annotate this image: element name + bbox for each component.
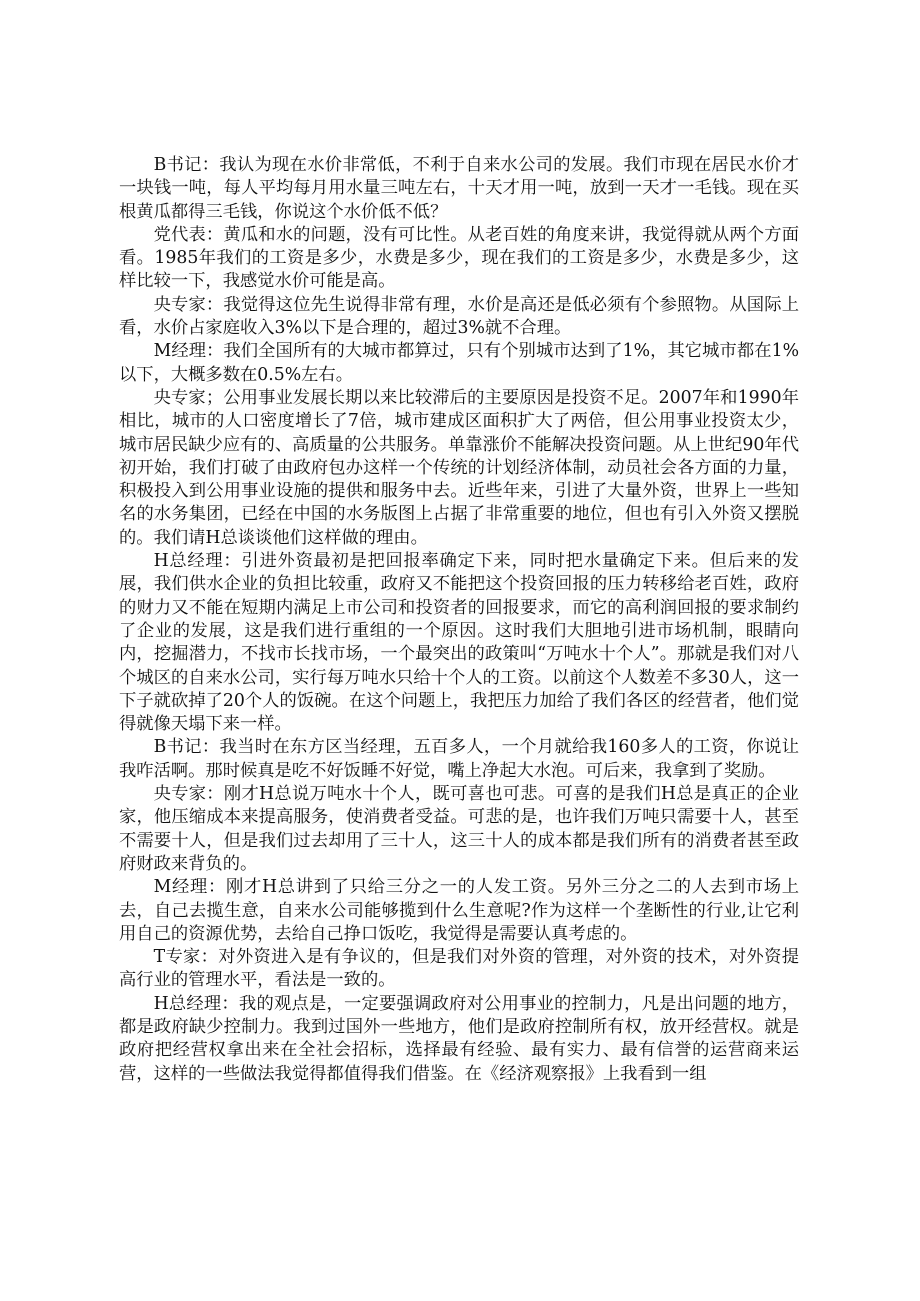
paragraph-expert-investment: 央专家；公用事业发展长期以来比较滞后的主要原因是投资不足。2007年和1990年相比，城市的人口密度增长了7倍，城市建成区面积扩大了两倍，但公用事业投资太少，城市居民缺少应有的、高质量的公共服务。单靠涨价不能解决投资问题。从上世纪90年代初开始，我们打破了由政府包办这样一个传统的计划经济体制，动员社会各方面的力量，积极投入到公用事业设施的提供和服务中去。近些年来，引进了大量外资，世界上一些知名的水务集团，已经在中国的水务版图上占据了非常重要的地位，但也有引入外资又摆脱的。我们请H总谈谈他们这样做的理由。 (119, 387, 799, 548)
document-body (119, 154, 799, 1086)
paragraph-expert-reference: 央专家：我觉得这位先生说得非常有理，水价是高还是低必须有个参照物。从国际上看，水价占家庭收入3%以下是合理的，超过3%就不合理。 (119, 294, 799, 339)
paragraph-m-manager-percentages: M经理：我们全国所有的大城市都算过，只有个别城市达到了1%，其它城市都在1%以下，大概多数在0.5%左右。 (119, 341, 799, 385)
paragraph-t-expert-foreign: T专家：对外资进入是有争议的，但是我们对外资的管理，对外资的技术，对外资提高行业的管理水平，看法是一致的。 (119, 947, 799, 991)
paragraph-expert-ten-people: 央专家：刚才H总说万吨水十个人，既可喜也可悲。可喜的是我们H总是真正的企业家，他压缩成本来提高服务，使消费者受益。可悲的是，也许我们万吨只需要十人，甚至不需要十人，但是我们过去却用了三十人，这三十人的成本都是我们所有的消费者甚至政府财政来背负的。 (119, 784, 799, 874)
paragraph-h-gm-government-control: H总经理：我的观点是，一定要强调政府对公用事业的控制力，凡是出问题的地方，都是政府缺少控制力。我到过国外一些地方，他们是政府控制所有权，放开经营权。就是政府把经营权拿出来在全社会招标，选择最有经验、最有实力、最有信誉的运营商来运营，这样的一些做法我觉得都值得我们借鉴。在《经济观察报》上我看到一组 (119, 993, 799, 1084)
paragraph-party-rep-comparison: 党代表：黄瓜和水的问题，没有可比性。从老百姓的角度来讲，我觉得就从两个方面看。1985年我们的工资是多少，水费是多少，现在我们的工资是多少，水费是多少，这样比较一下，我感觉水价可能是高。 (119, 224, 799, 292)
paragraph-b-secretary-district: B书记：我当时在东方区当经理，五百多人，一个月就给我160多人的工资，你说让我咋活啊。那时候真是吃不好饭睡不好觉，嘴上净起大水泡。可后来，我拿到了奖励。 (119, 737, 799, 781)
paragraph-m-manager-one-third: M经理：刚才H总讲到了只给三分之一的人发工资。另外三分之二的人去到市场上去，自己去揽生意，自来水公司能够揽到什么生意呢?作为这样一个垄断性的行业,让它利用自己的资源优势，去给自己挣口饭吃，我觉得是需要认真考虑的。 (119, 877, 799, 944)
paragraph-b-secretary-water-price: B书记：我认为现在水价非常低，不利于自来水公司的发展。我们市现在居民水价才一块钱一吨，每人平均每月用水量三吨左右，十天才用一吨，放到一天才一毛钱。现在买根黄瓜都得三毛钱，你说这个水价低不低？ (119, 155, 799, 222)
paragraph-h-gm-foreign-capital: H总经理：引进外资最初是把回报率确定下来，同时把水量确定下来。但后来的发展，我们供水企业的负担比较重，政府又不能把这个投资回报的压力转移给老百姓，政府的财力又不能在短期内满足上市公司和投资者的回报要求，而它的高利润回报的要求制约了企业的发展，这是我们进行重组的一个原因。这时我们大胆地引进市场机制，眼睛向内，挖掘潜力，不找市长找市场，一个最突出的政策叫“万吨水十个人”。那就是我们对八个城区的自来水公司，实行每万吨水只给十个人的工资。以前这个人数差不多30人，这一下子就砍掉了20个人的饭碗。在这个问题上，我把压力加给了我们各区的经营者，他们觉得就像天塌下来一样。 (119, 551, 799, 735)
